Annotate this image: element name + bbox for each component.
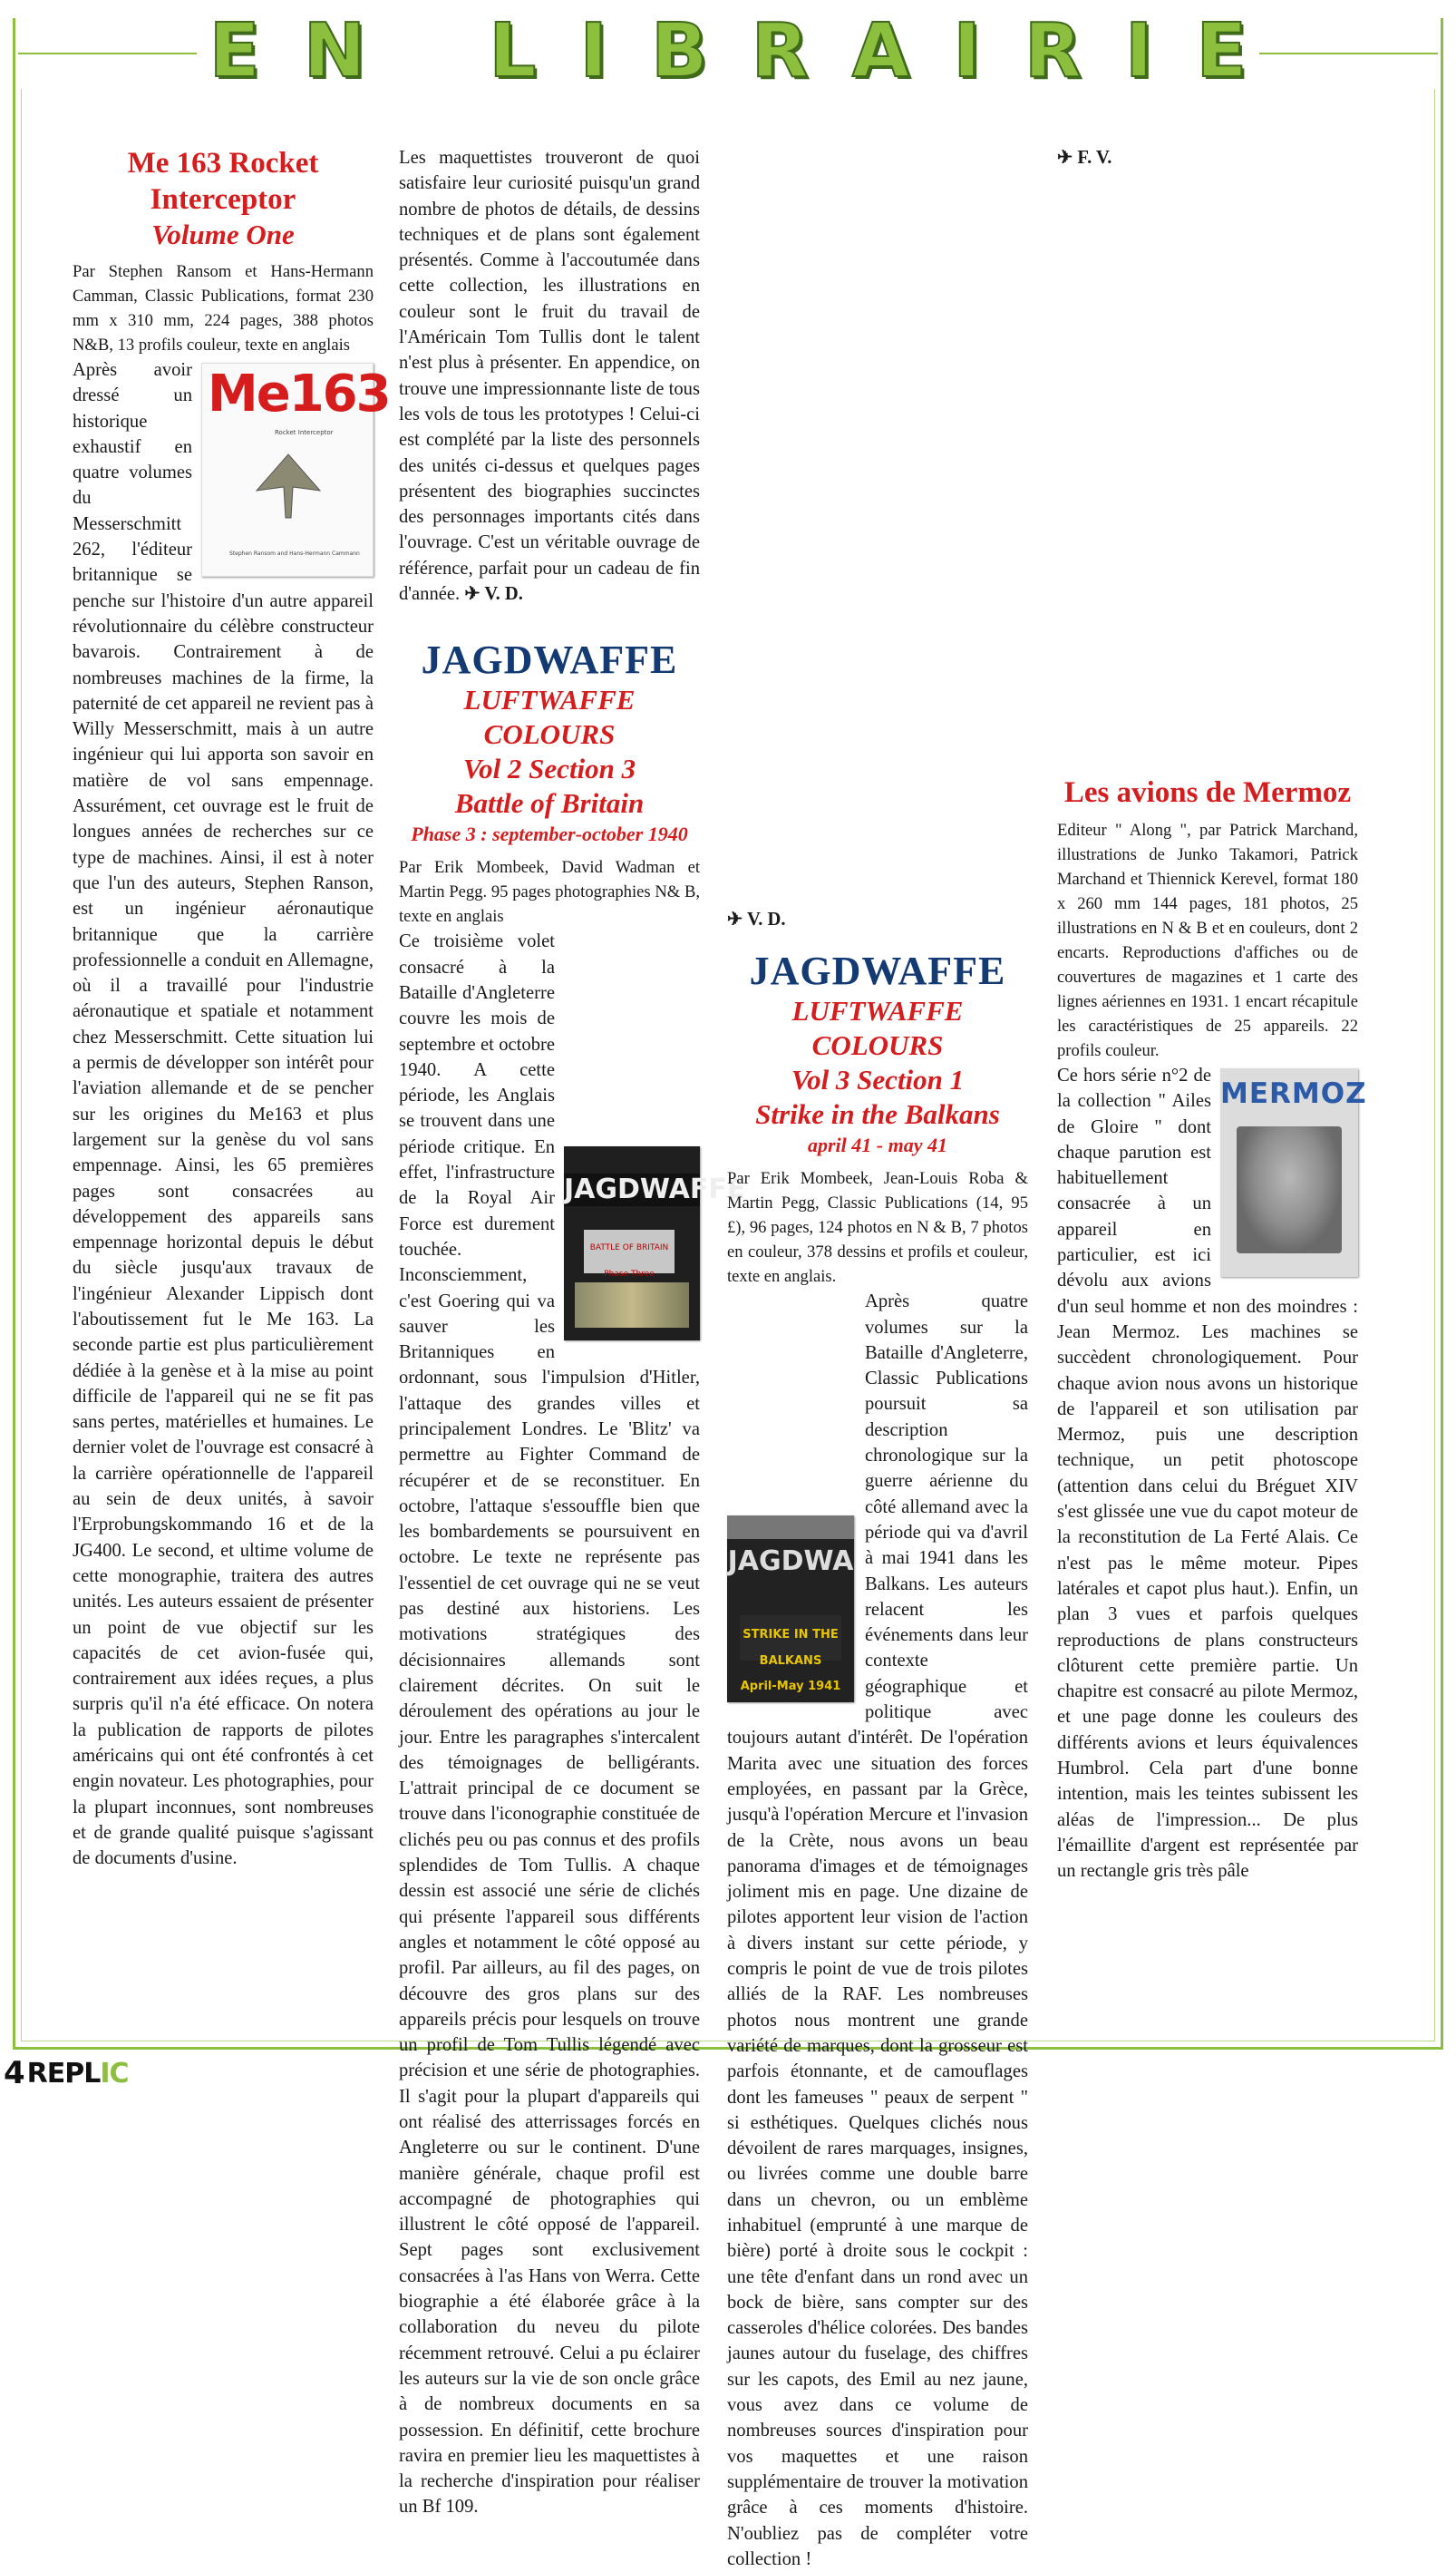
article-mermoz-heading	[1057, 775, 1358, 811]
article-credits: Par Erik Mombeek, Jean-Louis Roba & Martin Pegg, Classic Publications (14, 95 £), 96 pages, 124 photos en N & B, 7 photos en couleur, 378 dessins et profils et couleur, texte en anglais.	[727, 1169, 1028, 1287]
article-phase: april 41 - may 41	[808, 1134, 947, 1157]
aircraft-illustration	[238, 436, 338, 536]
article-phase: Phase 3 : september-october 1940	[411, 823, 688, 846]
article-volume: Vol 3 Section 1	[791, 1064, 965, 1096]
page-footer	[0, 2053, 154, 2093]
article-credits: Par Stephen Ransom et Hans-Hermann Camman, Classic Publications, format 230 mm x 310 mm, 224 pages, 388 photos N&B, 13 profils couleur, texte en anglais	[73, 262, 374, 355]
article-subtitle: Volume One	[151, 219, 295, 250]
article-volume: Vol 2 Section 3	[462, 753, 636, 785]
article-me163-heading	[73, 145, 374, 252]
article-title: JAGDWAFFE	[421, 638, 678, 683]
column-4	[1057, 145, 1367, 1885]
book-cover-jagdwaffe-vol3: JAGDWA STRIKE IN THE BALKANS April-May 1941	[727, 1515, 854, 1702]
article-body: Après quatre volumes sur la Bataille d'Angleterre, Classic Publications poursuit sa description chronologique sur la guerre aérienne du côté allemand avec la période qui va d'avril à mai 1941 dans les Balkans. Les auteurs relacent les événements dans leur contexte géographique et politique avec toujours autant d'intérêt. De l'opération Marita avec une situation des forces employées, en passant par la Grèce, jusqu'à l'opération Mercure et l'invasion de la Crète, nous avons un beau panorama d'images et de témoignages joliment mis en page. Une dizaine de pilotes apportent leur vision de l'action à divers instant sur cette période, y compris le point de vue de trois pilotes alliés de la RAF. Les nombreuses photos nous montrent une grande variété de marques, dont la grosseur est parfois étonnante, et de camouflages dont les fameuses " peaux de serpent " si esthétiques. Quelques clichés nous dévoilent de rares marquages, insignes, ou livrées comme une double barre dans un chevron, ou un emblème inhabituel (emprunté à une marque de bière) porté à droite sous le cockpit : une tête d'enfant dans un rond avec un bock de bière, sans compter sur des casseroles d'hélice colorées. Des bandes jaunes autour du fuselage, des chiffres sur les capots, des Emil au nez jaune, vous avez dans ce volume de nombreuses sources d'inspiration pour vos maquettes et une raison supplémentaire de trouver la motivation grâce à ces moments d'histoire. N'oubliez pas de compléter votre collection !	[727, 1291, 1028, 2569]
page-number: 4	[4, 2055, 25, 2091]
article-credits: Par Erik Mombeek, David Wadman et Martin Pegg. 95 pages photographies N& B, texte en anglais	[399, 858, 700, 927]
article-body: Après avoir dressé un historique exhaustif en quatre volumes du Messerschmitt 262, l'éditeur britannique se penche sur l'histoire d'un autre appareil révolutionnaire du célèbre constructeur bavarois. Contrairement à de nombreuses machines de la firme, la paternité de cet appareil ne revient pas à Willy Messerschmitt, mais à un autre ingénieur qui lui apporta son savoir en matière de vol sans empennage. Assurément, cet ouvrage est le fruit de longues années de recherches sur ce type de machines. Ainsi, il est à noter que l'un des auteurs, Stephen Ranson, est un ingénieur aéronautique britannique que la carrière professionnelle a conduit en Allemagne, où il a travaillé pour l'industrie aéronautique et spatiale et notamment chez Messerschmitt. Cette situation lui a permis de développer son intérêt pour l'aviation allemande et de se pencher sur les origines du Me163 et plus largement sur la genèse du vol sans empennage. Ainsi, les 65 premières pages sont consacrées au développement des appareils sans empennage horizontal depuis le début du siècle jusqu'aux travaux de l'ingénieur Alexander Lippisch dont l'aboutissement fut le Me 163. La seconde partie est plus particulièrement dédiée à la genèse et à la mise au point difficile de l'appareil qui ne se fit pas sans pertes, matérielles et humaines. Le dernier volet de l'ouvrage est consacré à la carrière opérationnelle de l'appareil au sein de deux unités, à savoir l'Erprobungskommando 16 et de la JG400. Le second, et ultime volume de cette monographie, traitera des autres unités. Les auteurs essaient de présenter un point de vue objectif sur les capacités de cet avion-fusée qui, contrairement aux idées reçues, a plus surpris qu'il n'a été efficace. On notera la publication de rapports de pilotes américains qui ont été confrontés à cet engin novateur. Les photographies, pour la plupart inconnues, sont nombreuses et de grande qualité puisque s'agissant de documents d'usine.	[73, 360, 374, 1869]
portrait-photo	[1237, 1126, 1342, 1253]
article-jagdwaffe2-heading	[399, 638, 700, 848]
article-title: JAGDWAFFE	[749, 949, 1006, 994]
header-title: E N L I B R A I R I E	[197, 8, 1260, 94]
article-title: Me 163 Rocket Interceptor	[127, 147, 319, 216]
article-signature: ✈ F. V.	[1057, 148, 1112, 168]
article-credits: Editeur " Along ", par Patrick Marchand, illustrations de Junko Takamori, Patrick Marchand et Thiennick Kerevel, format 180 x 260 mm 144 pages, 181 photos, 25 illustrations en N & B et en couleurs, dont 2 encarts. Reproductions d'affiches ou de couvertures de magazines et 1 carte des lignes aériennes en 1931. 1 encart récapitule les caractéristiques de 25 appareils. 22 profils couleur.	[1057, 821, 1358, 1060]
article-signature: ✈ V. D.	[727, 910, 786, 930]
book-cover-mermoz: MERMOZ	[1220, 1068, 1358, 1277]
article-jagdwaffe3-heading	[727, 949, 1028, 1159]
book-cover-me163: Me163 Rocket Interceptor Stephen Ransom and Hans-Hermann Cammann	[201, 363, 374, 577]
column-1	[73, 145, 390, 1872]
article-series: LUFTWAFFE COLOURS	[463, 684, 636, 751]
article-body: Ce hors série n°2 de la collection " Ailes de Gloire " dont chaque parution est habituellement consacrée à un appareil en particulier, est ici dévolu aux avions d'un seul homme et non des moindres : Jean Mermoz. Les machines se succèdent chronologiquement. Pour chaque avion nous avons un historique de l'appareil et son utilisation par Mermoz, puis une description technique, un petit photoscope (attention dans celui du Bréguet XIV s'est glissée une vue du capot moteur de la reconstitution de La Ferté Alais. Ce n'est pas le même moteur. Pipes latérales et capot plus haut.). Enfin, un plan 3 vues et parfois quelques reproductions de plans constructeurs clôturent cette première partie. Un chapitre est consacré au pilote Mermoz, et une page donne les couleurs des différents avions et leurs équivalences Humbrol. Cela part d'une bonne intention, mais les teintes subissent les aléas de l'impression... De plus l'émaillite d'argent est représentée par un rectangle gris très pâle	[1057, 1066, 1358, 1882]
article-title: Les avions de Mermoz	[1063, 776, 1352, 809]
article-subtitle: Battle of Britain	[454, 787, 645, 820]
article-signature: ✈ V. D.	[464, 584, 523, 605]
article-series: LUFTWAFFE COLOURS	[791, 995, 964, 1062]
magazine-logo: REPLIC	[26, 2057, 129, 2090]
column-3	[727, 907, 1028, 2572]
article-body: Ce troisième volet consacré à la Bataille d'Angleterre couvre les mois de septembre et octobre 1940. A cette période, les Anglais se trouvent dans une période critique. En effet, l'infrastructure de la Royal Air Force est durement touchée. Inconsciemment, c'est Goering qui va sauver les Britanniques en ordonnant, sous l'impulsion d'Hitler, l'attaque des grandes villes et principalement Londres. Le 'Blitz' va permettre au Fighter Command de récupérer et de se reconstituer. En octobre, l'attaque s'essouffle bien que les bombardements se poursuivent en octobre. Le texte ne représente pas l'essentiel de cet ouvrage qui ne se veut pas destiné aux historiens. Les motivations stratégiques des décisionnaires allemands sont clairement décrites. On suit le déroulement des opérations au jour le jour. Entre les paragraphes s'intercalent des témoignages de belligérants. L'attrait principal de ce document se trouve dans l'iconographie constituée de clichés peu ou pas connus et des profils splendides de Tom Tullis. A chaque dessin est associé une série de clichés qui présente l'appareil sous différents angles et notamment le côté opposé au profil. Par ailleurs, au fil des pages, on découvre des gros plans sur des appareils précis pour lesquels on trouve un profil de Tom Tullis légendé avec précision et une série de photographies. Il s'agit pour la plupart d'appareils qui ont réalisé des atterrissages forcés en Angleterre ou sur le continent. D'une manière générale, chaque profil est accompagné de photographies qui illustrent le côté opposé de l'appareil. Sept pages sont exclusivement consacrées à l'as Hans von Werra. Cette biographie a été élaborée grâce à la collaboration du neveu du pilote récemment retrouvé. Celui a pu éclairer les auteurs sur la vie de son oncle grâce à de nombreux documents en sa possession. En définitif, cette brochure ravira en premier lieu les maquettistes à la recherche d'inspiration pour réaliser un Bf 109.	[399, 931, 700, 2518]
section-header	[18, 7, 1438, 94]
column-2	[399, 145, 746, 2520]
book-cover-jagdwaffe-vol2: JAGDWAFFE BATTLE OF BRITAIN Phase Three	[564, 1146, 700, 1340]
article-body-continued: Les maquettistes trouveront de quoi satisfaire leur curiosité puisqu'un grand nombre de photos de détails, de dessins techniques et de plans sont également présentés. Comme à l'accoutumée dans cette collection, les illustrations en couleur sont le fruit du travail de l'Américain Tom Tullis dont le talent n'est plus à présenter. En appendice, on trouve une impressionnante liste de tous les vols de tous les prototypes ! Celui-ci est complété par la liste des personnels des unités ci-dessus et quelques pages présentent des biographies succinctes des personnages importants cités dans l'ouvrage. C'est un véritable ouvrage de référence, parfait pour un cadeau de fin d'année. ✈ V. D.	[399, 148, 700, 605]
article-subtitle: Strike in the Balkans	[755, 1098, 1000, 1131]
